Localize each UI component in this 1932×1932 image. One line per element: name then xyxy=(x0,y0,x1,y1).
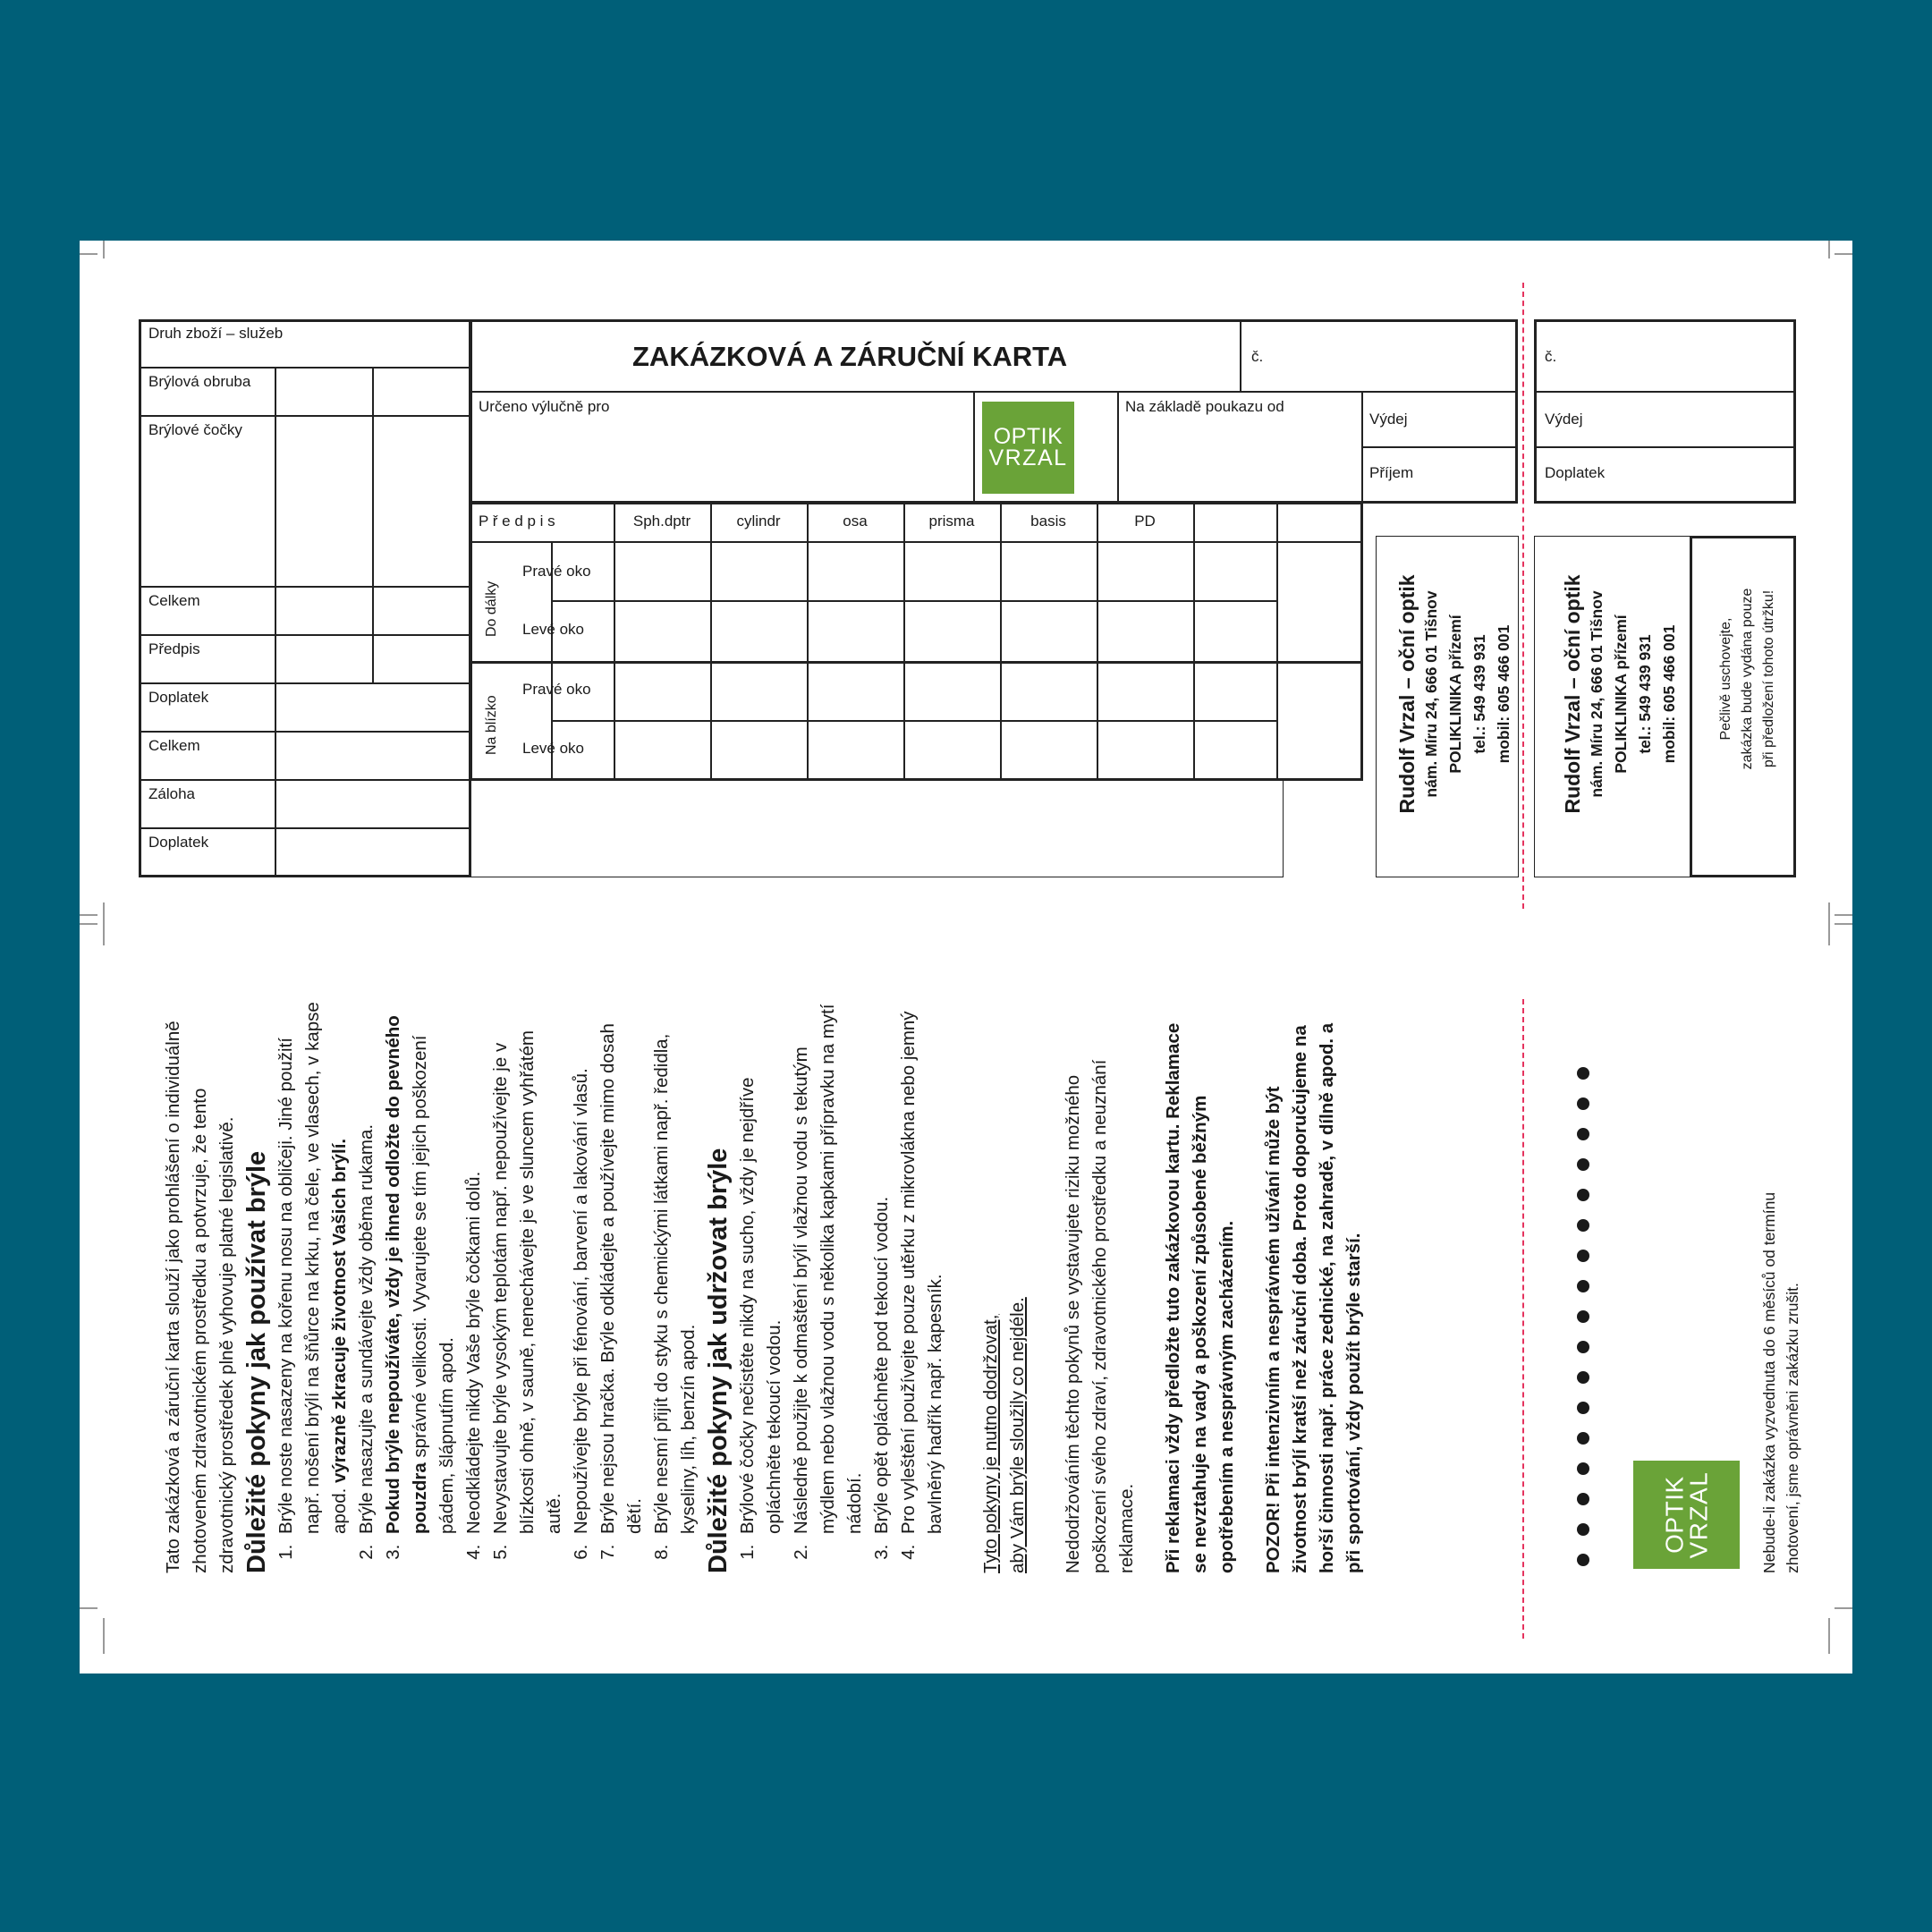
use-heading: Důležité pokyny jak používat brýle xyxy=(242,1150,271,1573)
list-item: 3. Pokud brýle nepoužíváte, vždy je ihned odložte do pevného pouzdra správné velikosti. Vyvarujete se tím jejich poškození pádem, šlápnutím apod. xyxy=(380,1001,461,1539)
prescription-header: P ř e d p i s xyxy=(479,513,555,530)
receipt-label: Příjem xyxy=(1369,464,1414,481)
stub-keep-note: Pečlivě uschovejte, zakázka bude vydána pouze při předložení tohoto útržku! xyxy=(1718,588,1776,770)
list-item: 2. Následně použijte k odmaštění brýlí vlažnou vodu s tekutým mýdlem nebo vlažnou vodu s několika kapkami přípravku na mytí nádobí. xyxy=(788,1001,869,1539)
list-item: 4. Pro vyleštění používejte pouze utěrku z mikrovlákna nebo jemný bavlněný hadřík např. kapesník. xyxy=(895,1001,949,1539)
goods-label: Druh zboží – služeb xyxy=(148,325,284,342)
prescription-label: Předpis xyxy=(148,640,200,657)
card-number-label: č. xyxy=(1251,348,1264,365)
stub-issue-label: Výdej xyxy=(1545,411,1583,428)
care-list xyxy=(734,1001,949,1573)
address-block: Rudolf Vrzal – oční optik nám. Míru 24, 666 01 Tišnov POLIKLINIKA přízemí tel.: 549 439 931 mobil: 605 466 001 xyxy=(1395,574,1513,814)
list-item: 5. Nevystavujte brýle vysokým teplotám např. nepoužívejte je v blízkosti ohně, v sauně, nenechávejte je ve sluncem vyhřátém autě. xyxy=(487,1001,568,1539)
form-sheet xyxy=(80,241,1852,1674)
column-pd: PD xyxy=(1134,513,1156,530)
list-item: 3. Brýle opět opláchněte pod tekoucí vodou. xyxy=(869,1001,895,1539)
frame-label: Brýlová obruba xyxy=(148,373,251,390)
deposit-label: Záloha xyxy=(148,785,195,802)
column-prism: prisma xyxy=(928,513,975,530)
list-item: 4. Neodkládejte nikdy Vaše brýle čočkami dolů. xyxy=(461,1001,487,1539)
stub-number-label: č. xyxy=(1545,348,1557,365)
list-item: 8. Brýle nesmí přijít do styku s chemickými látkami např. ředidla, kyseliny, líh, benzín apod. xyxy=(648,1001,702,1539)
near-label: Na blízko xyxy=(484,695,499,755)
intro-text: Tato zakázková a záruční karta slouží jako prohlášení o individuálně zhotoveném zdravotnickém prostředku a potvrzuje, že tento zdravotnický prostředek plně vyhovuje platné legislativě. xyxy=(163,1021,237,1573)
surcharge-label: Doplatek xyxy=(148,834,209,851)
stub-surcharge-label: Doplatek xyxy=(1545,464,1606,481)
surcharge-label: Doplatek xyxy=(148,689,209,706)
voucher-label: Na základě poukazu od xyxy=(1125,398,1284,415)
column-basis: basis xyxy=(1030,513,1066,530)
total-label: Celkem xyxy=(148,592,200,609)
list-item: 1. Brýle noste nasazeny na kořenu nosu na obličeji. Jiné použití např. nošení brýlí na šňůrce na krku, na čele, ve vlasech, v kapse apod. výrazně zkracuje životnost Vašich brýlí. xyxy=(273,1001,353,1539)
lenses-label: Brýlové čočky xyxy=(148,421,242,438)
optik-vrzal-logo: OPTIK VRZAL xyxy=(982,402,1074,494)
left-eye-label: Levé oko xyxy=(522,740,584,757)
total-label: Celkem xyxy=(148,737,200,754)
non-compliance-text: Nedodržováním těchto pokynů se vystavujete riziku možného poškození svého zdraví, zdravotnického prostředku a neuznání reklamace. xyxy=(1063,1059,1137,1573)
note-line: aby Vám brýle sloužily co nejdéle. xyxy=(1007,1297,1028,1573)
care-heading: Důležité pokyny jak udržovat brýle xyxy=(704,1148,733,1573)
intended-for-label: Určeno výlučně pro xyxy=(479,398,610,415)
notes-box xyxy=(470,779,1284,877)
distance-label: Do dálky xyxy=(484,580,499,637)
list-item: 1. Brýlové čočky nečistěte nikdy na sucho, vždy je nejdříve opláchněte tekoucí vodou. xyxy=(734,1001,788,1539)
right-eye-label: Pravé oko xyxy=(522,681,591,698)
use-list xyxy=(273,1001,702,1573)
list-item: 2. Brýle nasazujte a sundávejte vždy oběma rukama. xyxy=(353,1001,380,1539)
perforation-line-top xyxy=(1522,283,1524,909)
stub-address-block: Rudolf Vrzal – oční optik nám. Míru 24, 666 01 Tišnov POLIKLINIKA přízemí tel.: 549 439 931 mobil: 605 466 001 xyxy=(1561,574,1678,814)
stub-back-note: Nebude-li zakázka vyzvednuta do 6 měsíců od termínu zhotovení, jsme oprávněni zakázku zrušit. xyxy=(1760,1191,1801,1573)
warning-text: POZOR! Při intenzivním a nesprávném užívání může být životnost brýlí kratší než záruční doba. Proto doporučujeme na horší činnosti např. práce zednické, na zahradě, v dílně apod. a při sportování, vždy použít brýle starší. xyxy=(1263,1022,1364,1573)
issue-label: Výdej xyxy=(1369,411,1408,428)
list-item: 6. Nepoužívejte brýle při fénování, barvení a lakování vlasů. xyxy=(568,1001,595,1539)
note-line: Tyto pokyny je nutno dodržovat, xyxy=(980,1314,1001,1573)
prescription-table xyxy=(470,502,1363,781)
complaints-text: Při reklamaci vždy předložte tuto zakázkovou kartu. Reklamace se nevztahuje na vady a poškození způsobené běžným opotřebením a nesprávným zacházením. xyxy=(1163,1022,1237,1573)
list-item: 7. Brýle nejsou hračka. Brýle odkládejte a používejte mimo dosah dětí. xyxy=(595,1001,648,1539)
column-sph: Sph.dptr xyxy=(632,513,691,530)
perforation-line-bottom xyxy=(1522,999,1524,1639)
left-eye-label: Levé oko xyxy=(522,621,584,638)
optik-vrzal-logo-rotated: OPTIK VRZAL xyxy=(1633,1461,1740,1569)
column-cylinder: cylindr xyxy=(736,513,781,530)
form-title: ZAKÁZKOVÁ A ZÁRUČNÍ KARTA xyxy=(632,341,1068,372)
right-eye-label: Pravé oko xyxy=(522,563,591,580)
back-instructions xyxy=(160,1001,1368,1573)
column-axis: osa xyxy=(843,513,868,530)
